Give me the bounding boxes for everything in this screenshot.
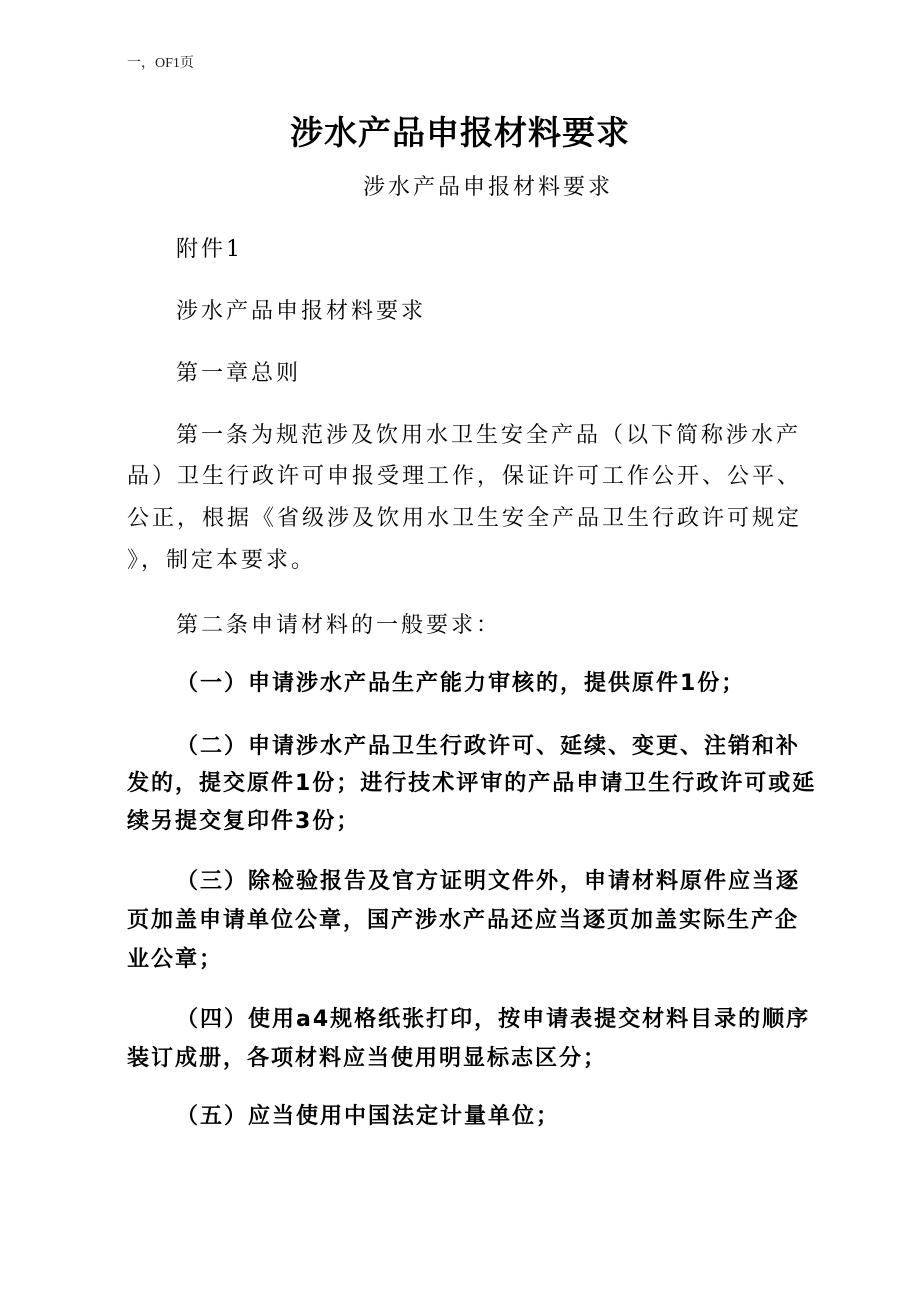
article-2-heading: 第二条申请材料的一般要求： bbox=[176, 613, 502, 638]
document-subtitle: 涉水产品申报材料要求 bbox=[363, 175, 614, 200]
item-line: 发的，提交原件1份；进行技术评审的产品申请卫生行政许可或延 bbox=[127, 771, 817, 796]
article-1-line: 第一条为规范涉及饮用水卫生安全产品（以下简称涉水产 bbox=[176, 423, 802, 448]
item-line: 页加盖申请单位公章，国产涉水产品还应当逐页加盖实际生产企 bbox=[127, 908, 800, 933]
item-line: （一）申请涉水产品生产能力审核的，提供原件1份； bbox=[176, 671, 746, 696]
document-title: 涉水产品申报材料要求 bbox=[290, 113, 630, 152]
article-1-line: 》，制定本要求。 bbox=[127, 548, 317, 573]
article-1-line: 品）卫生行政许可申报受理工作，保证许可工作公开、公平、 bbox=[127, 464, 803, 489]
item-line: （三）除检验报告及官方证明文件外，申请材料原件应当逐 bbox=[176, 869, 801, 894]
page-number: 一，OF1页 bbox=[127, 56, 194, 71]
item-line: 业公章； bbox=[127, 947, 224, 972]
document-name: 涉水产品申报材料要求 bbox=[176, 299, 427, 324]
item-line: （二）申请涉水产品卫生行政许可、延续、变更、注销和补 bbox=[176, 734, 801, 759]
item-line: 装订成册，各项材料应当使用明显标志区分； bbox=[127, 1046, 608, 1071]
item-line: 续另提交复印件3份； bbox=[127, 809, 361, 834]
article-1-line: 公正，根据《省级涉及饮用水卫生安全产品卫生行政许可规定 bbox=[127, 506, 803, 531]
item-line: （五）应当使用中国法定计量单位； bbox=[176, 1104, 561, 1129]
attachment-label: 附件1 bbox=[176, 237, 243, 262]
item-line: （四）使用a4规格纸张打印，按申请表提交材料目录的顺序 bbox=[176, 1007, 811, 1032]
chapter-heading: 第一章总则 bbox=[176, 361, 302, 386]
